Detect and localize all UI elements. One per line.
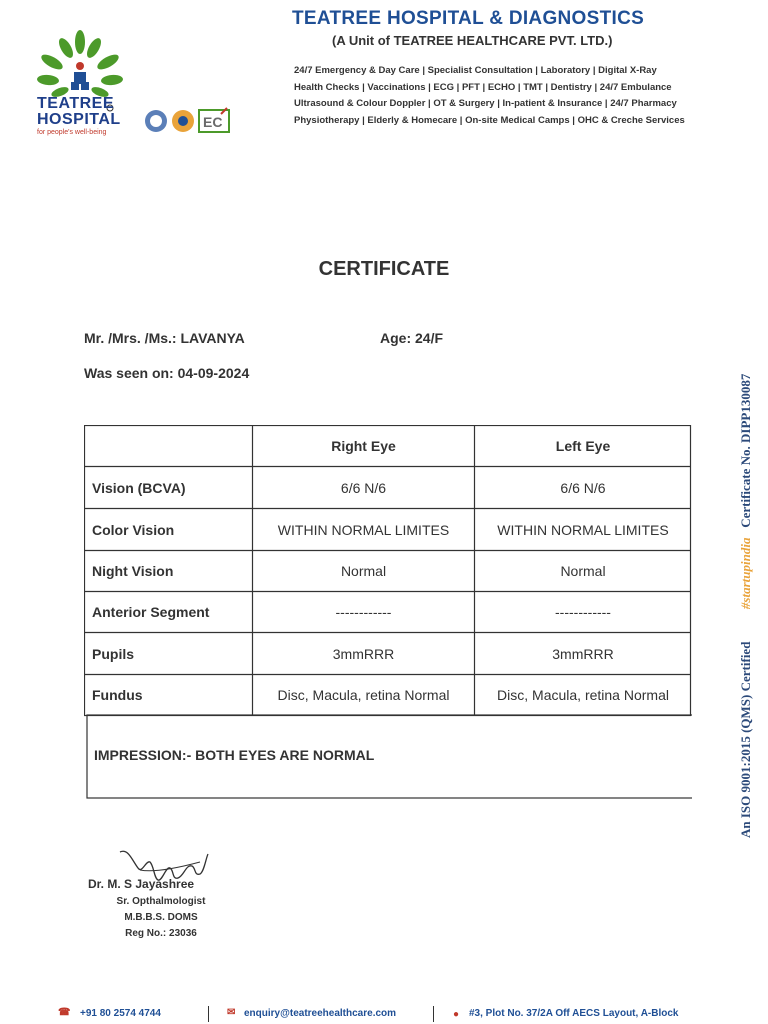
- doctor-qualification: M.B.B.S. DOMS: [124, 912, 198, 923]
- doctor-registration: Reg No.: 23036: [125, 928, 197, 939]
- left-eye-value: Normal: [560, 563, 606, 579]
- right-eye-value: WITHIN NORMAL LIMITES: [277, 521, 450, 538]
- location-pin-icon: ●: [453, 1009, 460, 1020]
- brand-name-line1: TEATREE: [37, 95, 114, 112]
- left-eye-value: ------------: [555, 604, 611, 620]
- right-eye-value: ------------: [335, 604, 392, 620]
- right-eye-value: 3mmRRR: [332, 645, 395, 662]
- footer-contact-bar: [55, 1006, 755, 1024]
- patient-age: Age: 24/F: [380, 330, 444, 346]
- row-label-pupils: Pupils: [92, 645, 135, 662]
- column-header-right-eye: Right Eye: [331, 438, 396, 454]
- footer-divider: [208, 1006, 209, 1022]
- startup-india-text: #startupindia: [738, 537, 753, 610]
- hospital-unit-line: (A Unit of TEATREE HEALTHCARE PVT. LTD.): [332, 33, 613, 48]
- certificate-title: CERTIFICATE: [318, 258, 450, 280]
- brand-name-line2: HOSPITAL: [37, 111, 121, 128]
- services-line: Physiotherapy | Elderly & Homecare | On-site Medical Camps | OHC & Creche Services: [294, 115, 685, 126]
- patient-name: Mr. /Mrs. /Ms.: LAVANYA: [84, 330, 245, 346]
- phone-icon: ☎: [58, 1007, 71, 1018]
- left-eye-value: 3mmRRR: [552, 645, 614, 662]
- iso-certification-text: An ISO 9001:2015 (QMS) Certified: [738, 641, 753, 838]
- right-eye-value: 6/6 N/6: [340, 479, 387, 496]
- footer-address: #3, Plot No. 37/2A Off AECS Layout, A-Block: [469, 1008, 679, 1019]
- row-label-color-vision: Color Vision: [92, 521, 175, 538]
- side-certification: [738, 280, 758, 840]
- left-eye-value: Disc, Macula, retina Normal: [497, 687, 669, 703]
- certificate-number-text: Certificate No. DIPP130087: [738, 373, 753, 528]
- doctor-name: Dr. M. S Jayashree: [88, 877, 195, 891]
- visit-date: Was seen on: 04-09-2024: [84, 365, 250, 381]
- right-eye-value: Disc, Macula, retina Normal: [277, 687, 450, 703]
- column-header-left-eye: Left Eye: [555, 438, 611, 454]
- row-label-anterior-segment: Anterior Segment: [92, 604, 210, 620]
- footer-phone: +91 80 2574 4744: [80, 1008, 161, 1019]
- services-line: Ultrasound & Colour Doppler | OT & Surgery | In-patient & Insurance | 24/7 Pharmacy: [294, 98, 677, 109]
- row-label-vision: Vision (BCVA): [92, 479, 186, 496]
- hospital-name: TEATREE HOSPITAL & DIAGNOSTICS: [292, 8, 645, 29]
- svg-text:EC: EC: [203, 114, 223, 130]
- accreditation-badges: [143, 106, 238, 136]
- services-line: 24/7 Emergency & Day Care | Specialist Consultation | Laboratory | Digital X-Ray: [294, 65, 657, 76]
- services-line: Health Checks | Vaccinations | ECG | PFT | ECHO | TMT | Dentistry | 24/7 Embulance: [294, 82, 672, 93]
- left-eye-value: WITHIN NORMAL LIMITES: [497, 521, 669, 538]
- doctor-designation: Sr. Opthalmologist: [116, 896, 206, 907]
- footer-email[interactable]: enquiry@teatreehealthcare.com: [244, 1008, 397, 1019]
- left-eye-value: 6/6 N/6: [560, 479, 606, 496]
- brand-tagline: for people's well-being: [37, 129, 107, 136]
- eye-exam-table: [84, 425, 692, 799]
- email-icon: ✉: [227, 1007, 236, 1018]
- impression-text: IMPRESSION:- BOTH EYES ARE NORMAL: [94, 747, 375, 763]
- footer-divider: [433, 1006, 434, 1022]
- row-label-fundus: Fundus: [92, 687, 143, 703]
- row-label-night-vision: Night Vision: [92, 563, 174, 579]
- right-eye-value: Normal: [340, 563, 387, 579]
